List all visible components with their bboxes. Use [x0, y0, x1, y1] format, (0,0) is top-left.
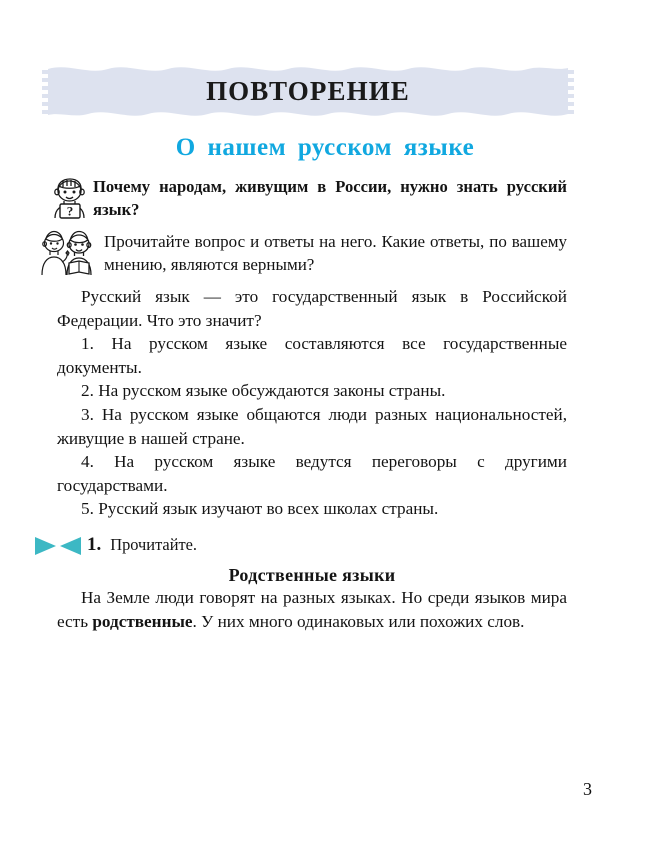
- page-number: 3: [583, 779, 592, 799]
- answer-item-3: 3. На русском языке общаются люди разных национальностей, живущие в нашей стране.: [57, 404, 567, 448]
- answer-item-1: 1. На русском языке составляются все государственные документы.: [57, 334, 567, 377]
- exercise-number: 1.: [87, 533, 102, 555]
- content-column: [57, 176, 567, 633]
- question-text-2: Прочитайте вопрос и ответы на него. Какие ответы, по вашему мнению, являются верными?: [104, 232, 567, 274]
- section-title: О нашем русском языке: [175, 134, 475, 161]
- reading-text-part2: . У них много одинаковых или похожих слов.: [192, 611, 525, 631]
- reading-paragraph: [57, 586, 567, 633]
- intro-paragraph: Русский язык — это государственный язык в Российской Федерации. Что это значит?: [57, 287, 567, 330]
- two-children-talking-icon: [41, 230, 99, 276]
- reading-heading: Родственные языки: [228, 564, 396, 585]
- question-block-1: [57, 176, 567, 221]
- question-block-2: [57, 230, 567, 276]
- chapter-banner: [42, 60, 574, 122]
- reading-text-bold: родственные: [92, 611, 193, 631]
- exercise-1: [57, 534, 567, 556]
- answer-item-2: 2. На русском языке обсуждаются законы страны.: [81, 381, 446, 401]
- question-text-1: Почему народам, живущим в России, нужно знать русский язык?: [93, 177, 567, 219]
- chapter-title: ПОВТОРЕНИЕ: [206, 75, 410, 106]
- exercise-instruction: Прочитайте.: [110, 534, 198, 554]
- thinking-child-question-icon: [51, 177, 89, 219]
- bowtie-triangles-icon: [35, 536, 81, 556]
- answer-item-5: 5. Русский язык изучают во всех школах страны.: [81, 499, 439, 519]
- answer-item-4: 4. На русском языке ведутся переговоры с другими государствами.: [57, 452, 567, 495]
- reading-text-part1: На Земле люди говорят на разных языках. Но среди языков мира есть: [57, 587, 567, 631]
- svg-text:?: ?: [66, 203, 74, 219]
